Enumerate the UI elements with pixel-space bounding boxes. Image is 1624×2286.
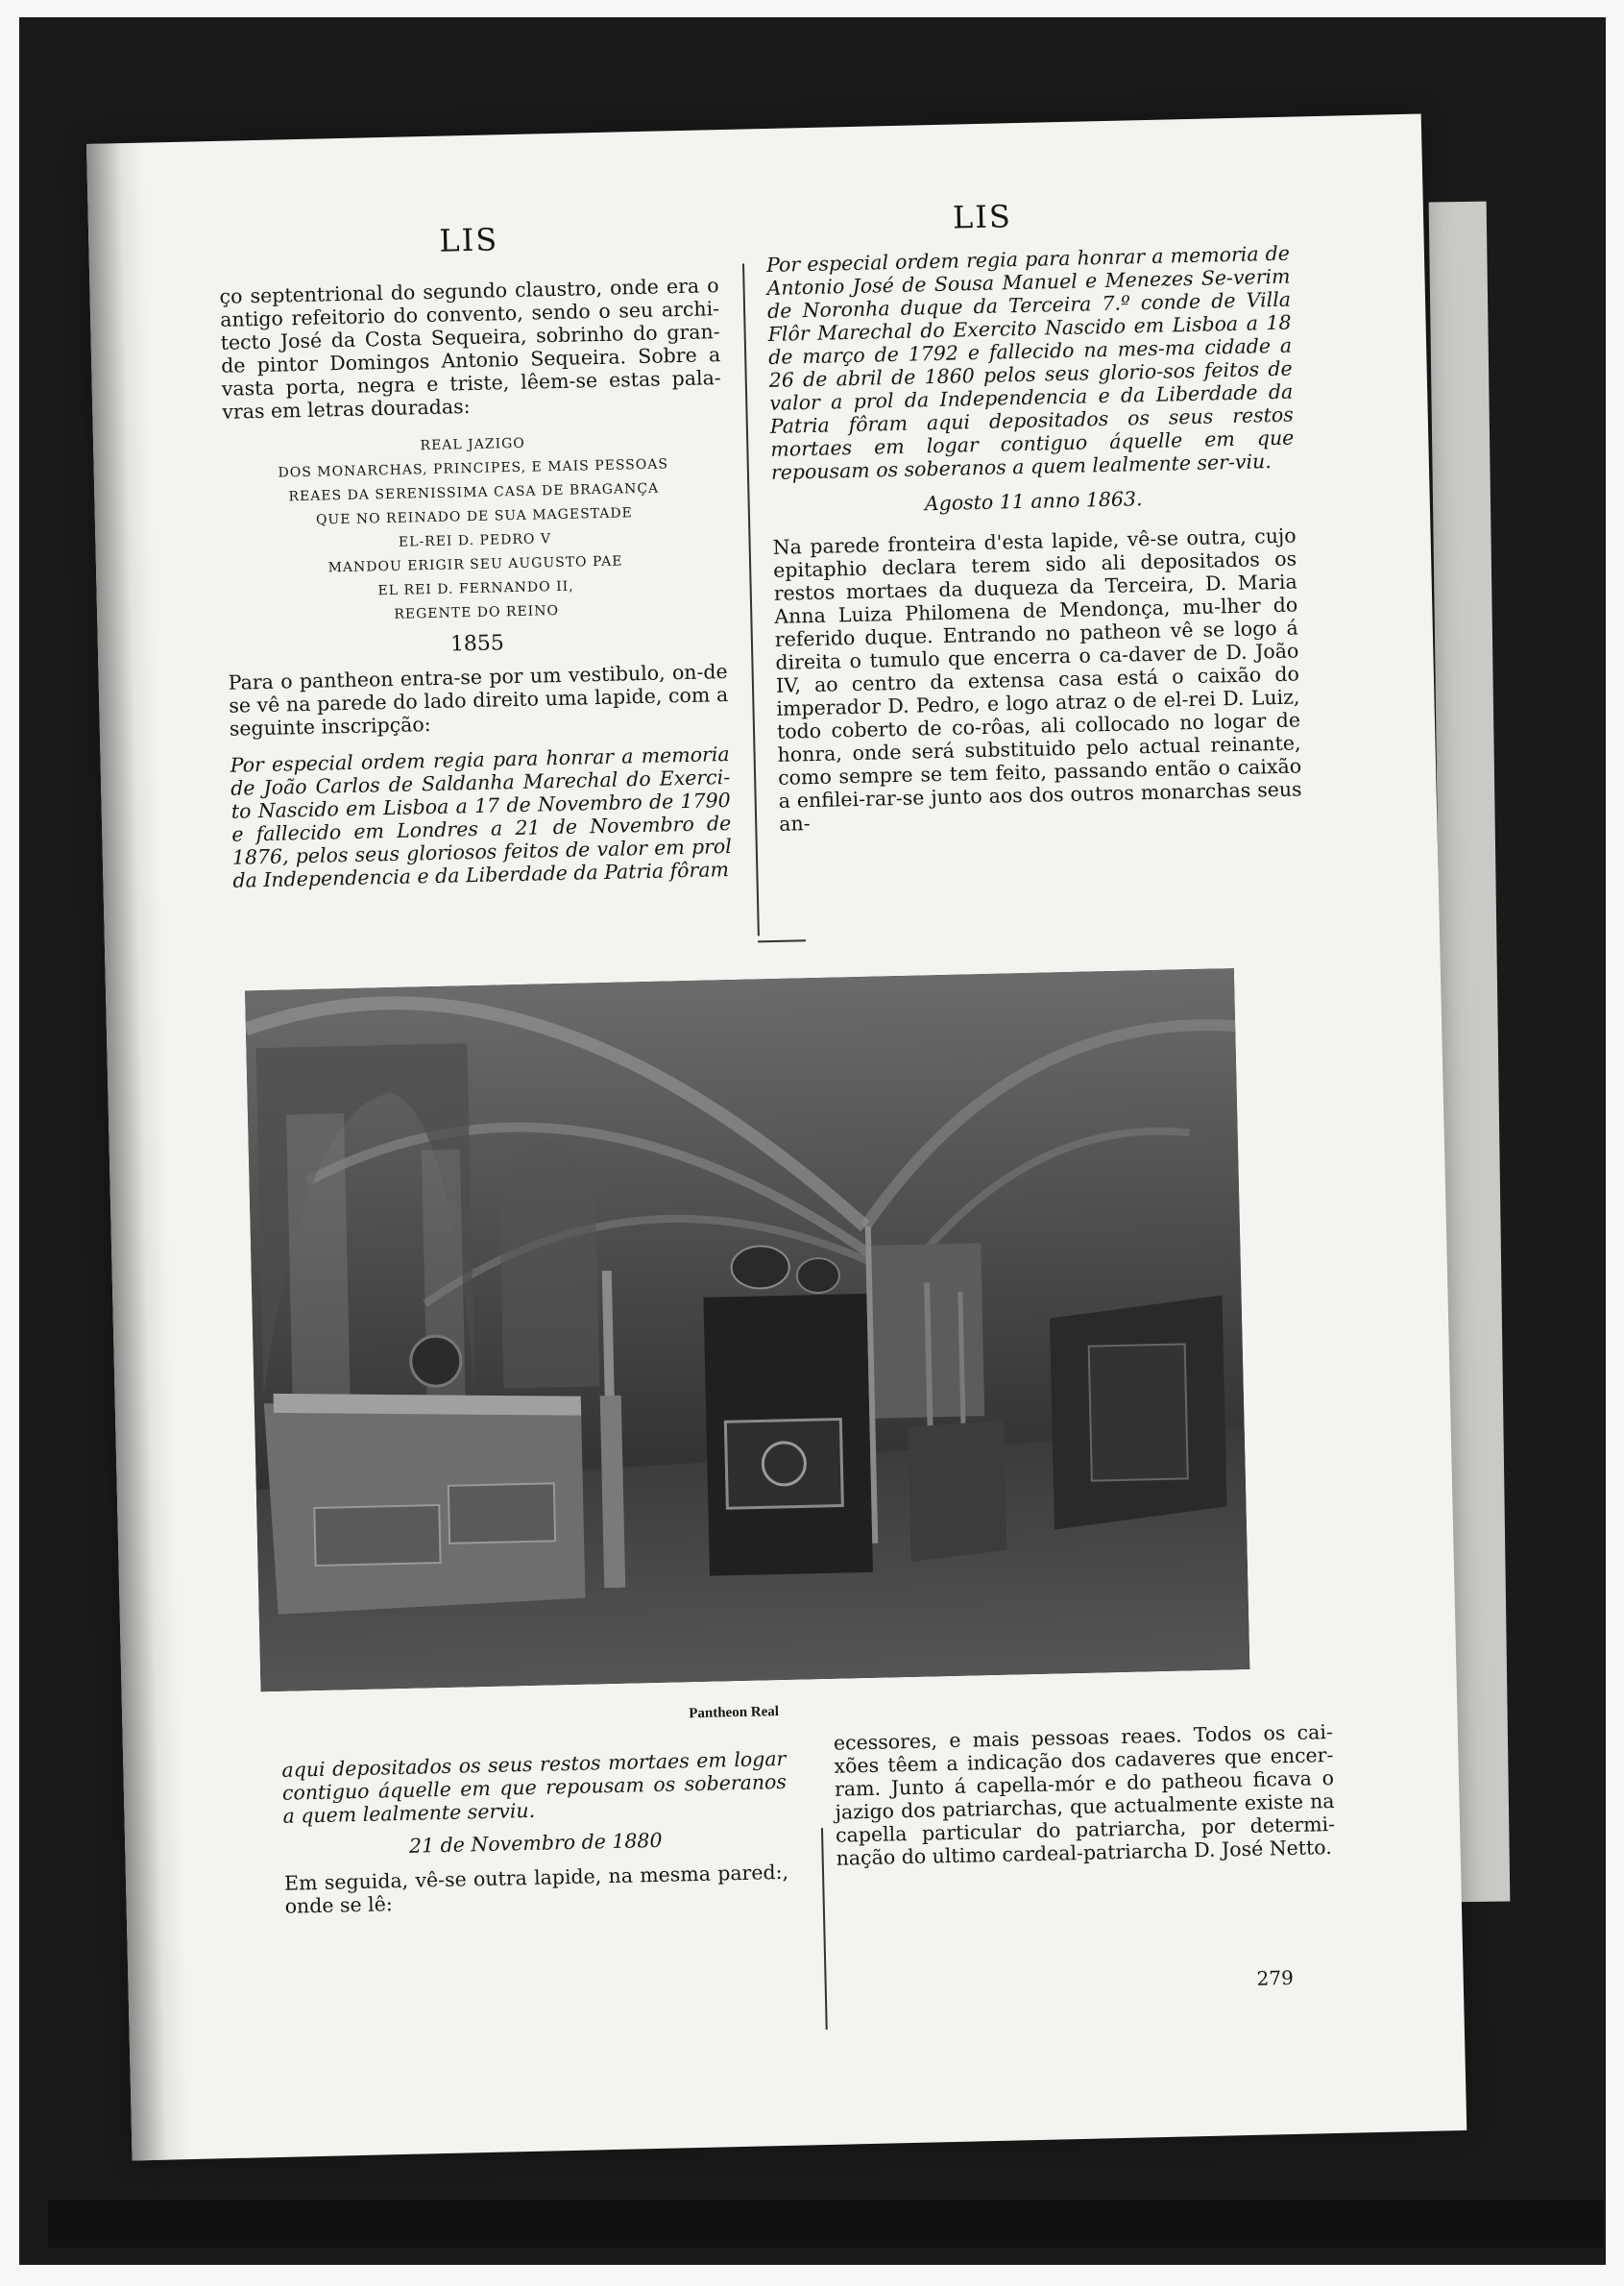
inscription-line: REAL JAZIGO	[420, 435, 525, 454]
epitaph-continuation: aqui depositados os seus restos mortaes em logar contiguo áquelle em que repousam os soberanos a quem lealmente serviu.	[281, 1746, 788, 1828]
inscription-line: EL REI D. FERNANDO II,	[377, 578, 574, 599]
vestibule-paragraph: Para o pantheon entra-se por um vestibulo, on-de se vê na parede do lado direito uma lapide, com a seguinte inscripção:	[228, 659, 729, 741]
inscription-line: QUE NO REINADO DE SUA MAGESTADE	[315, 505, 633, 528]
page-number: 279	[1256, 1965, 1295, 1990]
epitaph-terceira: Por especial ordem regia para honrar a memoria de Antonio José de Sousa Manuel e Menezes Se-verim de Noronha duque da Terceira 7.º conde de Villa Flôr Marechal do Exercito Nascido em Lisboa a 18 de março de 1792 e fallecido na mes-ma cidade a 26 de abril de 1860 pelos seus glorio-sos feitos de valor a prol da Independencia e da Liberdade da Patria fôram aqui depositados os seus restos mortaes em logar contiguo áquelle em que repousam os soberanos a quem lealmente ser-viu.	[765, 241, 1295, 484]
patriarchs-paragraph: ecessores, e mais pessoas reaes. Todos os cai-xões têem a indicação dos cadaveres que encer-ram. Junto á capella-mór e do patheou ficava o jazigo dos patriarchas, que actualmente existe na capella particular do patriarcha, por determi-nação do ultimo cardeal-patriarcha D. José Netto.	[833, 1719, 1336, 1870]
pantheon-paragraph: Na parede fronteira d'esta lapide, vê-se outra, cujo epitaphio declara terem sido ali depositados os restos mortaes da duqueza da Terceira, D. Maria Anna Luiza Philomena de Mendonça, mu-lher do referido duque. Entrando no patheon vê se logo á direita o tumulo que encerra o ca-daver de D. João IV, ao centro da extensa casa está o caixão do imperador D. Pedro, e logo atraz o de el-rei D. Luiz, todo coberto de co-rôas, ali collocado no logar de honra, onde será substituido pelo actual reinante, como sempre se tem feito, passando então o caixão a enfilei-rar-se junto aos dos outros monarchas seus an-	[772, 523, 1302, 836]
inscription-year: 1855	[449, 631, 505, 657]
epitaph-date: 21 de Novembro de 1880	[408, 1828, 663, 1858]
bottom-left-column	[281, 1747, 789, 1918]
pantheon-photograph	[245, 968, 1249, 1691]
photo-caption: Pantheon Real	[689, 1704, 780, 1722]
next-lapide-paragraph: Em seguida, vê-se outra lapide, na mesma pared:, onde se lê:	[283, 1860, 789, 1918]
book-page	[86, 113, 1466, 2160]
running-header-left: LIS	[438, 221, 499, 259]
dark-background-bottom	[48, 2200, 1604, 2248]
column-rule	[742, 263, 760, 936]
inscription-line: DOS MONARCHAS, PRINCIPES, E MAIS PESSOAS	[278, 456, 669, 481]
running-header-right: LIS	[952, 198, 1013, 236]
column-rule	[821, 1828, 828, 2030]
intro-paragraph: ço septentrional do segundo claustro, onde era o antigo refeitorio do convento, sendo o seu archi-tecto José da Costa Sequeira, sobrinho do gran-de pintor Domingos Antonio Sequeira. Sobre a vasta porta, negra e triste, lêem-se estas pala-vras em letras douradas:	[219, 274, 721, 424]
epitaph-date: Agosto 11 anno 1863.	[924, 487, 1143, 516]
right-column	[766, 242, 1303, 836]
pantheon-photo-illustration	[245, 968, 1249, 1691]
epitaph-saldanha: Por especial ordem regia para honrar a memoria de João Carlos de Saldanha Marechal do Exerci-to Nascido em Lisboa a 17 de Novembro de 1790 e fallecido em Londres a 21 de Novembro de 1876, pelos seus gloriosos feitos de valor em prol da Independencia e da Liberdade da Patria fôram	[230, 742, 733, 892]
inscription-line: EL-REI D. PEDRO V	[398, 531, 552, 550]
inscription-line: MANDOU ERIGIR SEU AUGUSTO PAE	[327, 553, 623, 576]
bottom-right-column	[834, 1720, 1336, 1870]
left-column	[219, 274, 732, 892]
inscription-line: REAES DA SERENISSIMA CASA DE BRAGANÇA	[288, 480, 660, 505]
column-rule-mark	[758, 939, 806, 942]
inscription-block	[223, 427, 726, 631]
inscription-line: REGENTE DO REINO	[394, 602, 560, 622]
